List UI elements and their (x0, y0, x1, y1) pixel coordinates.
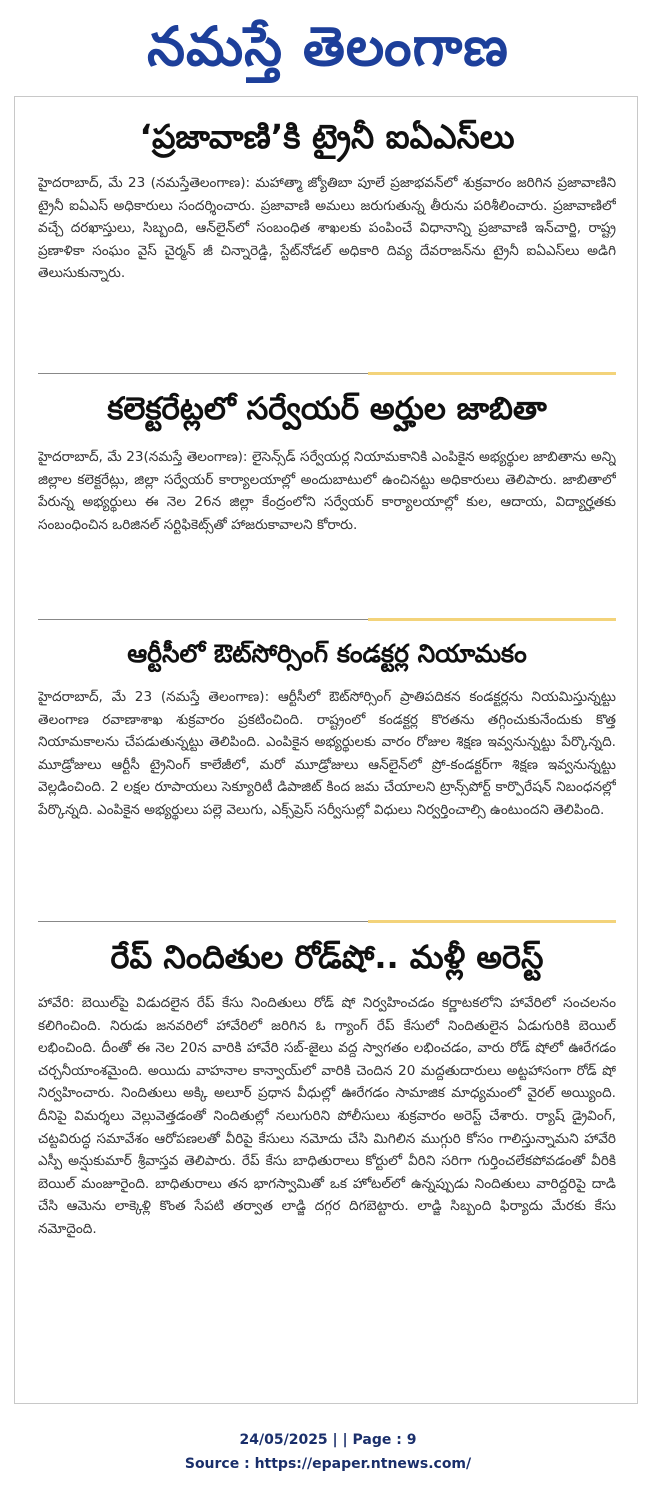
article-separator (38, 618, 616, 621)
article-rtc (38, 628, 616, 912)
article-body-roadshow: హావేరి: బెయిల్‌పై విడుదలైన రేప్ కేసు నిందితులు రోడ్ షో నిర్వహించడం కర్ణాటకలోని హావేరిలో సంచలనం కలిగించింది. నిరుడు జనవరిలో హావేరిలో జరిగిన ఓ గ్యాంగ్ రేప్ కేసులో నిందితులైన ఏడుగురికి బెయిల్ లభించింది. దీంతో ఈ నెల 20న వారికి హావేరి సబ్-జైలు వద్ద స్వాగతం లభించడం, వారు రోడ్ షోలో ఊరేగడం చర్చనీయాంశమైంది. అయిదు వాహనాల కాన్వాయ్‌లో వారికి చెందిన 20 మద్దతుదారులు అట్టహాసంగా రోడ్ షో నిర్వహించారు. నిందితులు అక్కి అలూర్ ప్రధాన వీధుల్లో ఊరేగడం సామాజిక మాధ్యమంలో వైరల్ అయ్యింది. దీనిపై విమర్శలు వెల్లువెత్తడంతో నిందితుల్లో నలుగురిని పోలీసులు శుక్రవారం అరెస్ట్ చేశారు. ర్యాష్ డ్రైవింగ్, చట్టవిరుద్ధ సమావేశం ఆరోపణలతో వీరిపై కేసులు నమోదు చేసి మిగిలిన ముగ్గురి కోసం గాలిస్తున్నామని హావేరి ఎస్పీ అన్షుకుమార్ శ్రీవాస్తవ తెలిపారు. రేప్ కేసు బాధితురాలు కోర్టులో వీరిని సరిగా గుర్తించలేకపోవడంతో వీరికి బెయిల్ మంజూరైంది. బాధితురాలు తన భాగస్వామితో ఒక హోటల్‌లో ఉన్నప్పుడు నిందితులు వారిద్దరిపై దాడి చేసి ఆమెను లాక్కెళ్లి కొంత సేపటి తర్వాత లాడ్జి దగ్గర దిగబెట్టారు. లాడ్జి సిబ్బంది ఫిర్యాదు మేరకు కేసు నమోదైంది. (38, 995, 616, 1237)
article-separator (38, 372, 616, 375)
article-body-surveyor: హైదరాబాద్, మే 23(నమస్తే తెలంగాణ): లైసెన్స్‌డ్ సర్వేయర్ల నియామకానికి ఎంపికైన అభ్యర్థుల జాబితాను అన్ని జిల్లాల కలెక్టరేట్లు, జిల్లా సర్వేయర్ కార్యాలయాల్లో అందుబాటులో ఉంచినట్టు అధికారులు తెలిపారు. జాబితాలో పేరున్న అభ్యర్థులు ఈ నెల 26న జిల్లా కేంద్రంలోని సర్వేయర్ కార్యాలయాల్లో కుల, ఆదాయ, విద్యార్హతకు సంబంధించిన ఒరిజినల్ సర్టిఫికెట్స్‌తో హాజరుకావాలని కోరారు. (38, 449, 616, 533)
headline-roadshow: రేప్ నిందితుల రోడ్‌షో.. మళ్లీ అరెస్ట్ (110, 938, 544, 976)
headline-prajavani: ‘ప్రజావాణి’కి ట్రైనీ ఐఏఎస్‌లు (139, 117, 515, 156)
headline-surveyor: కలెక్టరేట్లలో సర్వేయర్ అర్హుల జాబితా (107, 391, 547, 427)
masthead-logo: నమస్తే తెలంగాణ (147, 15, 509, 78)
article-prajavani (38, 112, 616, 352)
footer-date-page: 24/05/2025 | | Page : 9 (239, 1432, 417, 1448)
article-body-rtc: హైదరాబాద్, మే 23 (నమస్తే తెలంగాణ): ఆర్టీసీలో ఔట్‌సోర్సింగ్ ప్రాతిపదికన కండక్టర్లను నియమిస్తున్నట్టు తెలంగాణ రవాణాశాఖ శుక్రవారం ప్రకటించింది. రాష్ట్రంలో కండక్టర్ల కొరతను తగ్గించుకునేందుకు కొత్త నియామకాలను చేపడుతున్నట్టు తెలిపింది. ఎంపికైన అభ్యర్థులకు వారం రోజుల శిక్షణ ఇవ్వనున్నట్టు పేర్కొన్నది. మూడ్రోజులు ఆర్టీసీ ట్రైనింగ్ కాలేజీలో, మరో మూడ్రోజులు ఆన్‌లైన్‌లో ప్రో-కండక్టర్‌గా శిక్షణ ఇవ్వనున్నట్టు వెల్లడించింది. 2 లక్షల రూపాయలు సెక్యూరిటీ డిపాజిట్ కింద జమ చేయాలని ట్రాన్స్‌పోర్ట్ కార్పొరేషన్ నిబంధనల్లో పేర్కొన్నది. ఎంపికైన అభ్యర్థులు పల్లె వెలుగు, ఎక్స్‌ప్రెస్ సర్వీసుల్లో విధులు నిర్వర్తించాల్సి ఉంటుందని తెలిపింది. (38, 689, 616, 818)
footer-source: Source : https://epaper.ntnews.com/ (184, 1456, 472, 1472)
article-roadshow (38, 930, 616, 1400)
article-surveyor (38, 382, 616, 604)
article-body-prajavani: హైదరాబాద్, మే 23 (నమస్తేతెలంగాణ): మహాత్మా జ్యోతిబా పూలే ప్రజాభవన్‌లో శుక్రవారం జరిగిన ప్రజావాణిని ట్రైనీ ఐఏఎస్ అధికారులు సందర్శించారు. ప్రజావాణి అమలు జరుగుతున్న తీరును పరిశీలించారు. ప్రజావాణిలో వచ్చే దరఖాస్తులు, సిబ్బంది, ఆన్‌లైన్‌లో సంబంధిత శాఖలకు పంపించే విధానాన్ని ప్రజావాణి ఇన్‌చార్జి, రాష్ట్ర ప్రణాళికా సంఘం వైస్ చైర్మన్ జీ చిన్నారెడ్డి, స్టేట్‌నోడల్ అధికారి దివ్య దేవరాజన్‌ను ట్రైనీ ఐఏఎస్‌లు అడిగి తెలుసుకున్నారు. (38, 175, 616, 282)
article-separator (38, 920, 616, 923)
headline-rtc: ఆర్టీసీలో ఔట్‌సోర్సింగ్ కండక్టర్ల నియామకం (127, 639, 527, 668)
